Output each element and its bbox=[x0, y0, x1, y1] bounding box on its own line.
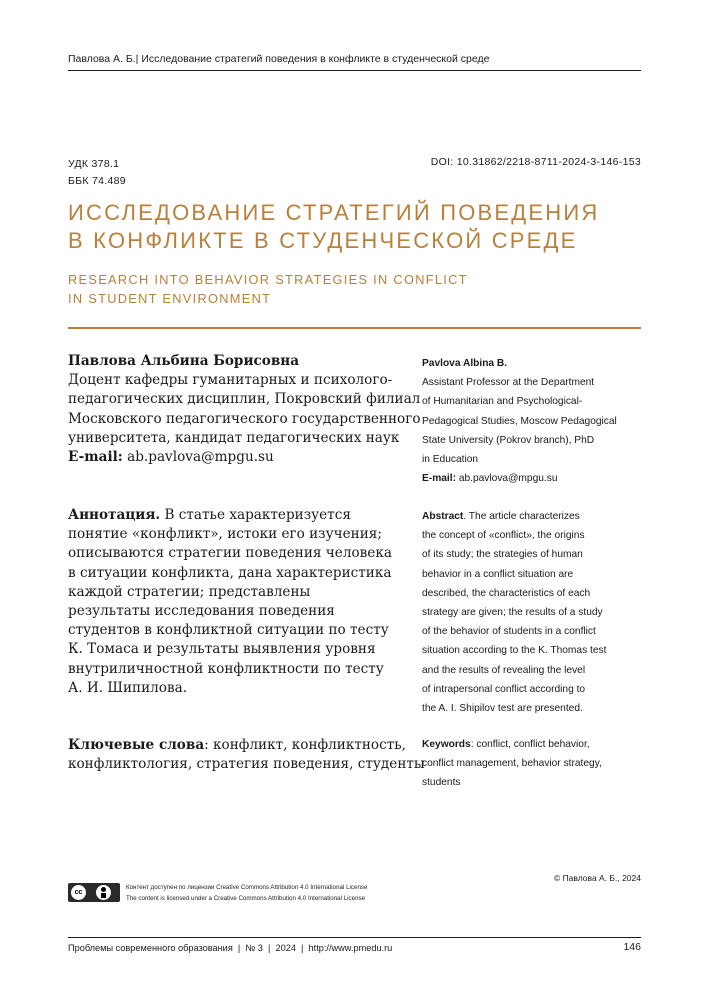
title-en bbox=[68, 270, 468, 308]
abstract-ru bbox=[68, 506, 408, 698]
cc-icon: cc bbox=[71, 885, 86, 900]
bbk-code: ББК 74.489 bbox=[68, 175, 126, 187]
author-name-en: Pavlova Albina B. bbox=[422, 358, 508, 369]
author-info-en bbox=[422, 354, 647, 488]
keywords-line: конфликтология, стратегия поведения, студенты bbox=[68, 756, 425, 773]
abstract-line: described, the characteristics of each bbox=[422, 587, 591, 599]
keywords-line: conflict management, behavior strategy, bbox=[422, 758, 602, 770]
udk-code: УДК 378.1 bbox=[68, 158, 120, 170]
attribution-icon bbox=[96, 885, 111, 900]
keywords-line: students bbox=[422, 777, 461, 789]
abstract-line: of intrapersonal conflict according to bbox=[422, 683, 586, 695]
abstract-line: behavior in a conflict situation are bbox=[422, 568, 574, 580]
keywords-ru bbox=[68, 736, 425, 774]
author-email-en: E-mail: ab.pavlova@mpgu.su bbox=[422, 473, 558, 485]
title-divider bbox=[68, 327, 641, 329]
abstract-line: strategy are given; the results of a study bbox=[422, 607, 603, 619]
author-info-ru bbox=[68, 352, 421, 467]
title-ru bbox=[68, 199, 599, 255]
abstract-label-en: Abstract bbox=[422, 511, 464, 522]
page-number: 146 bbox=[623, 941, 641, 953]
abstract-line: А. И. Шипилова. bbox=[68, 679, 188, 696]
footer-rule bbox=[68, 937, 641, 938]
author-email-ru: E-mail: ab.pavlova@mpgu.su bbox=[68, 449, 274, 466]
license-text-ru: Контент доступен по лицензии Creative Commons Attribution 4.0 International License bbox=[126, 884, 368, 891]
running-head: Павлова А. Б.| Исследование стратегий поведения в конфликте в студенческой среде bbox=[68, 53, 490, 65]
title-ru-line: В КОНФЛИКТЕ В СТУДЕНЧЕСКОЙ СРЕДЕ bbox=[68, 228, 578, 253]
author-affiliation-line: университета, кандидат педагогических наук bbox=[68, 429, 400, 446]
license-text-en: The content is licensed under a Creative Commons Attribution 4.0 International License bbox=[126, 895, 366, 902]
doi[interactable]: DOI: 10.31862/2218-8711-2024-3-146-153 bbox=[430, 156, 641, 168]
abstract-line: описываются стратегии поведения человека bbox=[68, 545, 392, 562]
abstract-line: результаты исследования поведения bbox=[68, 603, 335, 620]
abstract-label-ru: Аннотация. bbox=[68, 507, 161, 523]
title-en-line: RESEARCH INTO BEHAVIOR STRATEGIES IN CONFLICT bbox=[68, 272, 468, 287]
abstract-en bbox=[422, 507, 647, 718]
title-en-line: IN STUDENT ENVIRONMENT bbox=[68, 291, 272, 306]
cc-by-license-icon[interactable] bbox=[68, 883, 120, 902]
author-affiliation-line: of Humanitarian and Psychological- bbox=[422, 396, 583, 408]
abstract-line: каждой стратегии; представлены bbox=[68, 583, 311, 600]
author-affiliation-line: педагогических дисциплин, Покровский филиал bbox=[68, 391, 421, 408]
abstract-line: Аннотация. В статье характеризуется bbox=[68, 507, 351, 523]
keywords-line: Ключевые слова: конфликт, конфликтность, bbox=[68, 737, 406, 753]
abstract-line: of the behavior of students in a conflict bbox=[422, 626, 596, 638]
author-affiliation-line: in Education bbox=[422, 454, 479, 466]
author-affiliation-line: Assistant Professor at the Department bbox=[422, 377, 595, 389]
abstract-line: в ситуации конфликта, дана характеристика bbox=[68, 564, 392, 581]
author-affiliation-line: Доцент кафедры гуманитарных и психолого- bbox=[68, 372, 393, 389]
abstract-line: внутриличностной конфликтности по тесту bbox=[68, 660, 384, 677]
email-link[interactable]: ab.pavlova@mpgu.su bbox=[127, 449, 274, 466]
email-link[interactable]: ab.pavlova@mpgu.su bbox=[458, 473, 558, 485]
abstract-line: студентов в конфликтной ситуации по тесту bbox=[68, 622, 389, 639]
abstract-line: situation according to the K. Thomas test bbox=[422, 645, 607, 657]
abstract-line: of its study; the strategies of human bbox=[422, 549, 583, 561]
keywords-en bbox=[422, 735, 647, 793]
copyright: © Павлова А. Б., 2024 bbox=[553, 873, 641, 883]
classification-codes bbox=[68, 156, 126, 190]
abstract-line: the concept of «conflict», the origins bbox=[422, 530, 585, 542]
keywords-line: Keywords: conflict, conflict behavior, bbox=[422, 739, 590, 750]
abstract-line: the A. I. Shipilov test are presented. bbox=[422, 703, 583, 715]
author-affiliation-line: Московского педагогического государственного bbox=[68, 410, 421, 427]
title-ru-line: ИССЛЕДОВАНИЕ СТРАТЕГИЙ ПОВЕДЕНИЯ bbox=[68, 200, 600, 225]
keywords-label-ru: Ключевые слова bbox=[68, 737, 205, 753]
keywords-label-en: Keywords bbox=[422, 739, 471, 750]
abstract-line: понятие «конфликт», истоки его изучения; bbox=[68, 526, 382, 543]
author-name-ru: Павлова Альбина Борисовна bbox=[68, 353, 300, 369]
abstract-line: Abstract. The article characterizes bbox=[422, 511, 580, 522]
author-affiliation-line: Pedagogical Studies, Moscow Pedagogical bbox=[422, 415, 617, 427]
abstract-line: and the results of revealing the level bbox=[422, 664, 586, 676]
license-text bbox=[126, 882, 367, 904]
abstract-line: К. Томаса и результаты выявления уровня bbox=[68, 641, 376, 658]
author-affiliation-line: State University (Pokrov branch), PhD bbox=[422, 434, 595, 446]
header-rule bbox=[68, 70, 641, 71]
footer-journal: Проблемы современного образования | № 3 | 2024 | http://www.pmedu.ru bbox=[68, 943, 393, 953]
